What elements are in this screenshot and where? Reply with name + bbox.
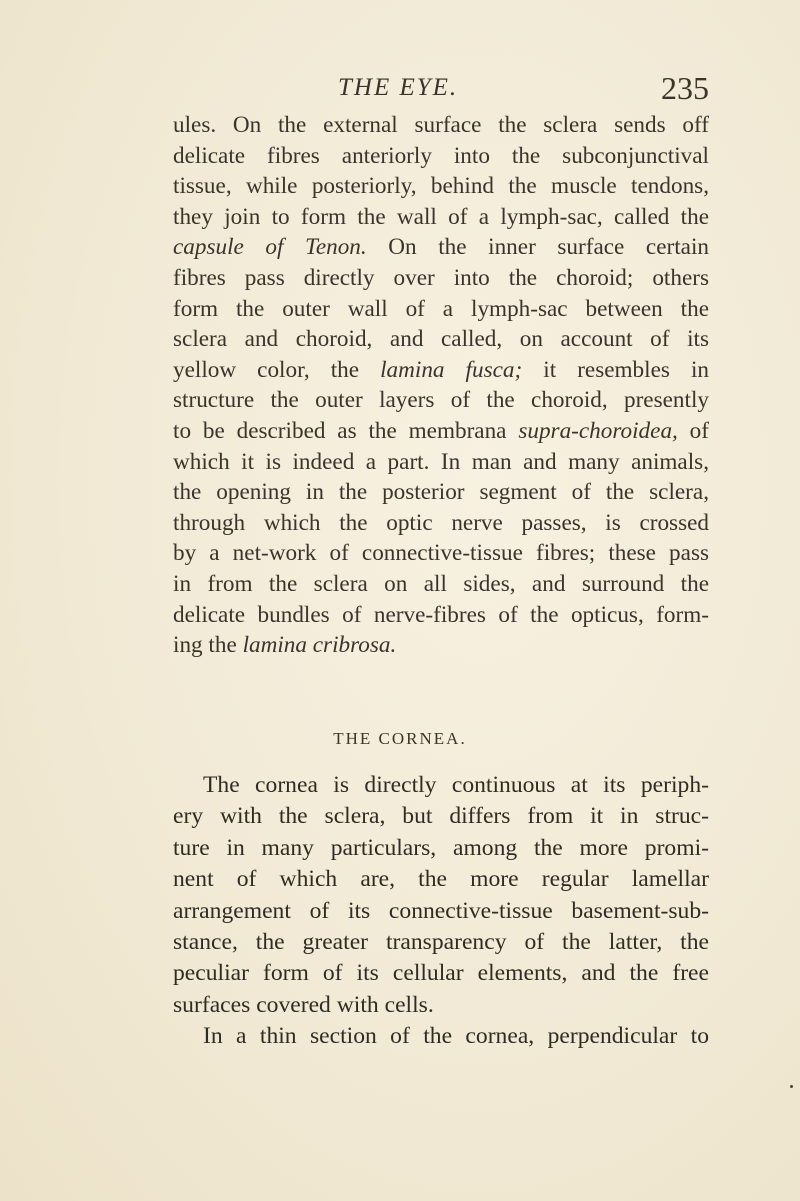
text-line: arrangement of its connective-tissue basement-sub- bbox=[173, 897, 709, 924]
text-line: sclera and choroid, and called, on account of its bbox=[173, 326, 709, 353]
text-segment: ing the bbox=[173, 632, 243, 659]
text-line: fibres pass directly over into the choroid; others bbox=[173, 264, 709, 291]
running-head-title: THE EYE. bbox=[338, 74, 459, 101]
text-line: structure the outer layers of the choroid, presently bbox=[173, 387, 709, 414]
text-segment: yellow color, the bbox=[173, 356, 381, 383]
text-line: they join to form the wall of a lymph-sac, called the bbox=[173, 203, 709, 230]
text-line: peculiar form of its cellular elements, and the free bbox=[173, 960, 709, 987]
text-line bbox=[173, 232, 709, 263]
text-line: delicate bundles of nerve-fibres of the opticus, form- bbox=[173, 601, 709, 628]
text-line: nent of which are, the more regular lamellar bbox=[173, 866, 709, 893]
text-line: delicate fibres anteriorly into the subconjunctival bbox=[173, 142, 709, 169]
text-line bbox=[173, 355, 709, 386]
text-line: ture in many particulars, among the more promi- bbox=[173, 834, 709, 861]
text-segment: to be described as the membrana bbox=[173, 417, 519, 444]
text-line: In a thin section of the cornea, perpendicular to bbox=[203, 1023, 709, 1050]
text-line: stance, the greater transparency of the latter, the bbox=[173, 928, 709, 955]
text-line bbox=[173, 630, 709, 661]
text-segment: of bbox=[677, 417, 710, 444]
text-line: through which the optic nerve passes, is crossed bbox=[173, 509, 709, 536]
text-line: form the outer wall of a lymph-sac between the bbox=[173, 295, 709, 322]
text-line: by a net-work of connective-tissue fibres; these pass bbox=[173, 540, 709, 567]
page-number: 235 bbox=[661, 70, 709, 106]
italic-term-lamina-cribrosa: lamina cribrosa. bbox=[242, 632, 397, 659]
text-line: ery with the sclera, but differs from it in struc- bbox=[173, 803, 709, 830]
paragraph-cornea bbox=[173, 770, 709, 1053]
section-heading-cornea: THE CORNEA. bbox=[333, 729, 467, 748]
text-line: the opening in the posterior segment of the sclera, bbox=[173, 479, 709, 506]
text-line: ules. On the external surface the sclera sends off bbox=[173, 112, 709, 138]
italic-term-capsule-of-tenon: capsule of Tenon. bbox=[173, 234, 367, 261]
text-line: surfaces covered with cells. bbox=[173, 991, 434, 1018]
paragraph-sclera bbox=[173, 110, 709, 661]
text-line: in from the sclera on all sides, and surround the bbox=[173, 570, 709, 597]
text-line bbox=[173, 416, 709, 447]
running-head bbox=[0, 70, 800, 110]
text-line: which it is indeed a part. In man and many animals, bbox=[173, 448, 709, 475]
text-segment: it resembles in bbox=[522, 356, 709, 383]
italic-term-lamina-fusca: lamina fusca; bbox=[380, 356, 523, 383]
text-line: The cornea is directly continuous at its periph- bbox=[203, 772, 709, 798]
ink-speck bbox=[790, 1085, 793, 1088]
italic-term-supra-choroidea: supra-choroidea, bbox=[518, 417, 678, 444]
text-segment: On the inner surface certain bbox=[366, 234, 709, 261]
text-line: tissue, while posteriorly, behind the muscle tendons, bbox=[173, 173, 709, 200]
